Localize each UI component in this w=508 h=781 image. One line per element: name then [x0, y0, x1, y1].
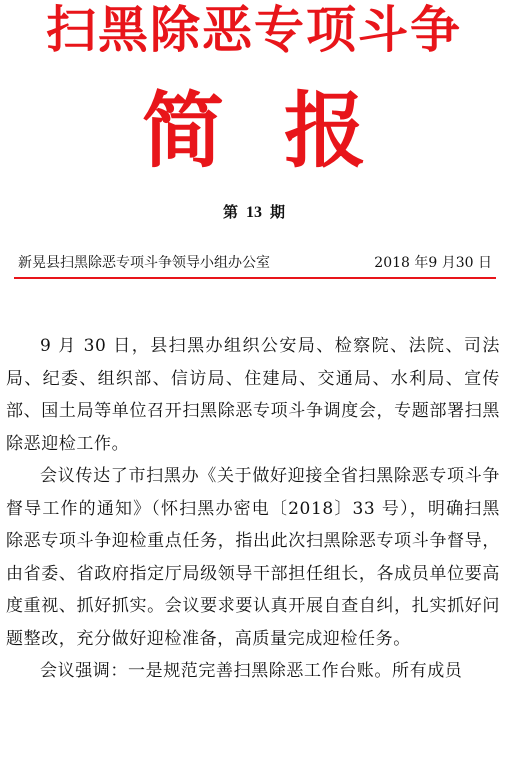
masthead-title: 扫黑除恶专项斗争 [46, 1, 462, 59]
header-divider [14, 277, 496, 279]
issue-date: 2018 年9 月30 日 [374, 255, 492, 271]
article-body [6, 330, 500, 688]
meta-row [18, 252, 492, 274]
issue-number-value: 13 [246, 204, 262, 221]
issuer-office: 新晃县扫黑除恶专项斗争领导小组办公室 [18, 255, 270, 271]
body-paragraph-1: 9 月 30 日，县扫黑办组织公安局、检察院、法院、司法局、纪委、组织部、信访局、住建局、交通局、水利局、宣传部、国土局等单位召开扫黑除恶专项斗争调度会，专题部署扫黑除恶迎检工作。 [6, 336, 500, 454]
issue-prefix: 第 [222, 203, 238, 221]
body-paragraph-2: 会议传达了市扫黑办《关于做好迎接全省扫黑除恶专项斗争督导工作的通知》（怀扫黑办密电〔2018〕33 号），明确扫黑除恶专项斗争迎检重点任务，指出此次扫黑除恶专项斗争督导，由省委、省政府指定厅局级领导干部担任组长，各成员单位要高度重视、抓好抓实。会议要求要认真开展自查自纠，扎实抓好问题整改，充分做好迎检准备，高质量完成迎检任务。 [6, 466, 500, 649]
issue-number [0, 202, 508, 223]
issue-suffix: 期 [270, 203, 286, 221]
bulletin-title: 简报 [141, 83, 426, 179]
body-paragraph-3: 会议强调：一是规范完善扫黑除恶工作台账。所有成员 [40, 661, 463, 681]
